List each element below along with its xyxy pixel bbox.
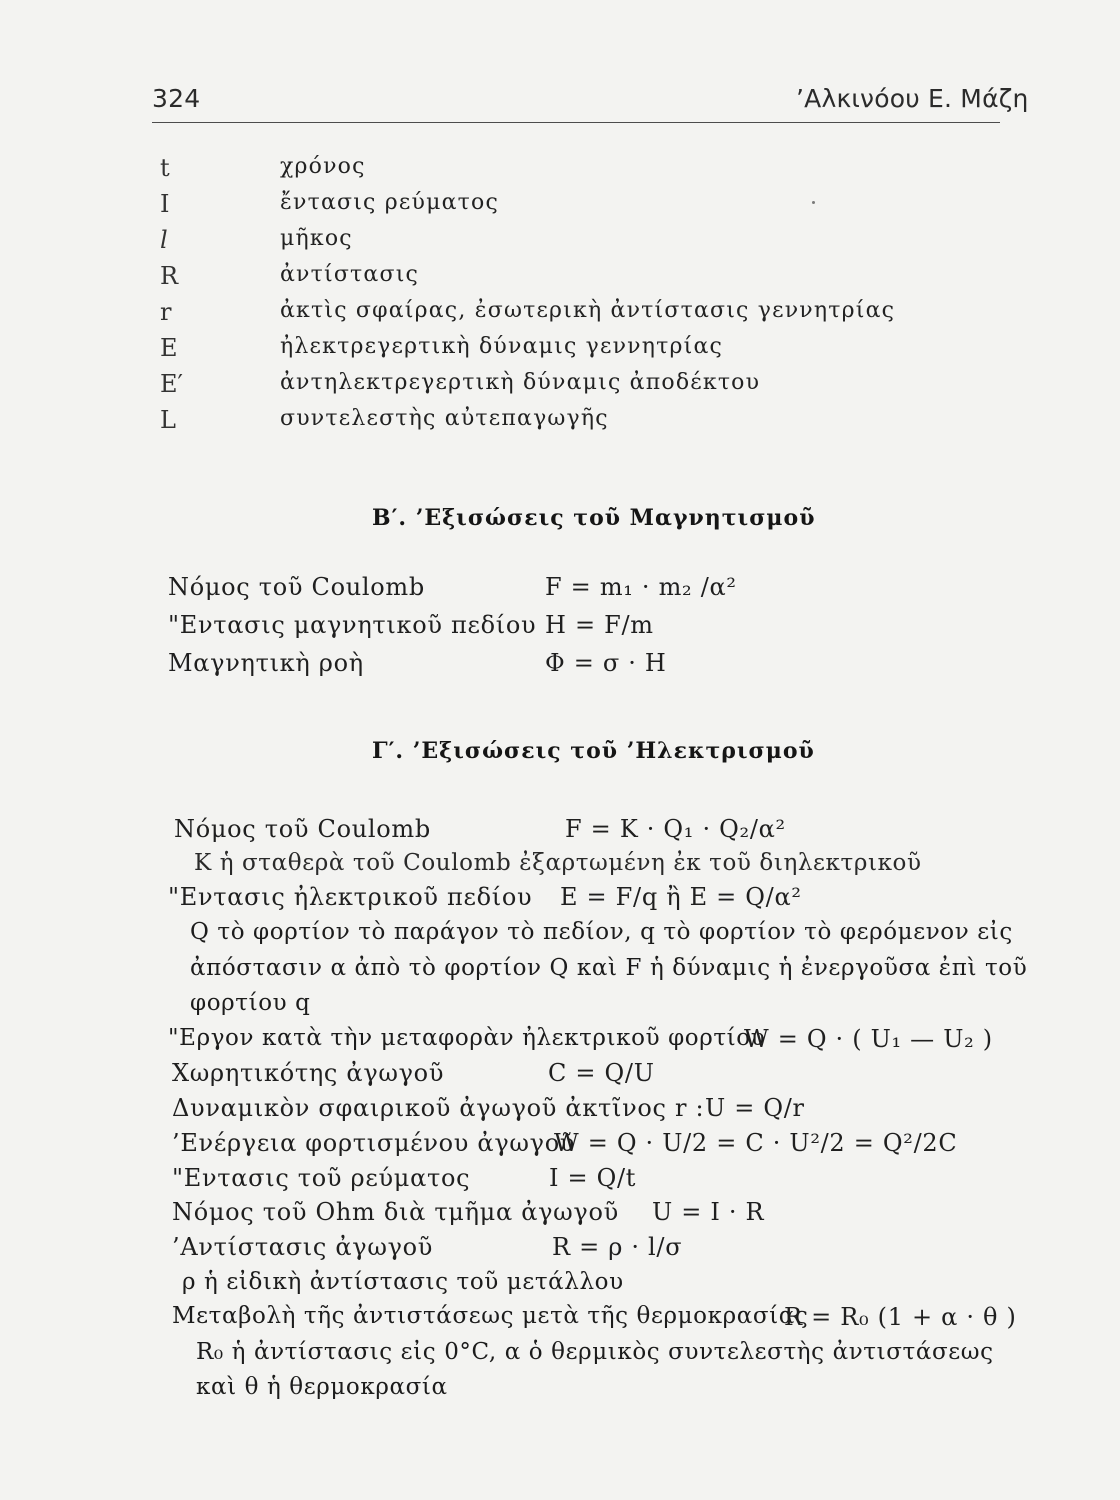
capacitance-formula: C = Q/U: [548, 1059, 655, 1087]
page-number: 324: [152, 84, 201, 113]
symbol-e-prime: E′: [160, 370, 183, 398]
magnetic-field-label: "Εντασις μαγνητικοῦ πεδίου: [168, 611, 537, 639]
symbol-e-meaning: ἠλεκτρεγερτικὴ δύναμις γεννητρίας: [280, 334, 724, 359]
coulomb-electric-formula: F = K · Q₁ · Q₂/α²: [565, 815, 786, 843]
symbol-i: I: [160, 190, 170, 218]
sphere-potential-label: Δυναμικὸν σφαιρικοῦ ἀγωγοῦ ἀκτῖνος r :: [172, 1094, 705, 1122]
paper-speck: [812, 201, 815, 204]
current-formula: I = Q/t: [549, 1164, 637, 1192]
symbol-l-meaning: μῆκος: [280, 226, 353, 251]
symbol-l-capital: L: [160, 406, 176, 434]
symbol-r-small: r: [160, 298, 172, 326]
field-note-line-1: Q τὸ φορτίον τὸ παράγον τὸ πεδίον, q τὸ φορτίον τὸ φερόμενον εἰς: [190, 919, 1013, 945]
temperature-variation-formula: R = R₀ (1 + α · θ ): [784, 1303, 1017, 1331]
temperature-note-line-1: R₀ ἡ ἀντίστασις εἰς 0°C, α ὁ θερμικὸς συντελεστὴς ἀντιστάσεως: [196, 1339, 994, 1365]
temperature-note-line-2: καὶ θ ἡ θερμοκρασία: [196, 1374, 448, 1400]
electric-field-label: "Εντασις ἠλεκτρικοῦ πεδίου: [168, 883, 533, 911]
resistance-formula: R = ρ · l/σ: [552, 1233, 683, 1261]
magnetic-field-formula: H = F/m: [545, 611, 654, 639]
sphere-potential-formula: U = Q/r: [705, 1094, 805, 1122]
coulomb-constant-note: K ἡ σταθερὰ τοῦ Coulomb ἐξαρτωμένη ἐκ τοῦ διηλεκτρικοῦ: [194, 850, 922, 876]
electric-field-formula: E = F/q ἢ E = Q/α²: [560, 883, 802, 911]
magnetic-flux-label: Μαγνητικὴ ροὴ: [168, 649, 364, 677]
coulomb-electric-label: Νόμος τοῦ Coulomb: [174, 815, 431, 843]
current-label: "Εντασις τοῦ ρεύματος: [172, 1164, 471, 1192]
symbol-t: t: [160, 154, 170, 182]
ohm-law-formula: U = I · R: [652, 1198, 765, 1226]
symbol-r-capital: R: [160, 262, 179, 290]
coulomb-magnetism-label: Νόμος τοῦ Coulomb: [168, 573, 425, 601]
capacitance-label: Χωρητικότης ἀγωγοῦ: [172, 1059, 445, 1087]
magnetic-flux-formula: Φ = σ · H: [545, 649, 667, 677]
symbol-i-meaning: ἔντασις ρεύματος: [280, 190, 499, 215]
resistivity-note: ρ ἡ εἰδικὴ ἀντίστασις τοῦ μετάλλου: [182, 1269, 624, 1295]
symbol-r-small-meaning: ἀκτὶς σφαίρας, ἐσωτερικὴ ἀντίστασις γεννητρίας: [280, 298, 896, 323]
symbol-e: E: [160, 334, 178, 362]
magnetism-section-title: B′. ’Εξισώσεις τοῦ Μαγνητισμοῦ: [372, 505, 816, 531]
energy-formula: W = Q · U/2 = C · U²/2 = Q²/2C: [554, 1129, 958, 1157]
symbol-t-meaning: χρόνος: [280, 154, 366, 179]
running-header-author: ’Αλκινόου Ε. Μάζη: [796, 84, 1029, 113]
header-rule: [152, 122, 1000, 123]
symbol-l: l: [160, 226, 168, 254]
resistance-label: ’Αντίστασις ἀγωγοῦ: [172, 1233, 434, 1261]
symbol-r-capital-meaning: ἀντίστασις: [280, 262, 420, 287]
temperature-variation-label: Μεταβολὴ τῆς ἀντιστάσεως μετὰ τῆς θερμοκρασίας: [172, 1303, 809, 1329]
field-note-line-2: ἀπόστασιν α ἀπὸ τὸ φορτίον Q καὶ F ἡ δύναμις ἡ ἐνεργοῦσα ἐπὶ τοῦ: [190, 955, 1028, 981]
work-transfer-formula: W = Q · ( U₁ — U₂ ): [744, 1025, 993, 1053]
work-transfer-label: "Εργον κατὰ τὴν μεταφορὰν ἠλεκτρικοῦ φορτίου: [168, 1025, 766, 1051]
electricity-section-title: Γ′. ’Εξισώσεις τοῦ ’Ηλεκτρισμοῦ: [372, 738, 815, 764]
symbol-e-prime-meaning: ἀντηλεκτρεγερτικὴ δύναμις ἀποδέκτου: [280, 370, 761, 395]
ohm-law-label: Νόμος τοῦ Ohm διὰ τμῆμα ἀγωγοῦ: [172, 1198, 619, 1226]
energy-label: ’Ενέργεια φορτισμένου ἀγωγοῦ: [172, 1129, 576, 1157]
field-note-line-3: φορτίου q: [190, 990, 311, 1016]
symbol-l-capital-meaning: συντελεστὴς αὐτεπαγωγῆς: [280, 406, 609, 431]
coulomb-magnetism-formula: F = m₁ · m₂ /α²: [545, 573, 737, 601]
